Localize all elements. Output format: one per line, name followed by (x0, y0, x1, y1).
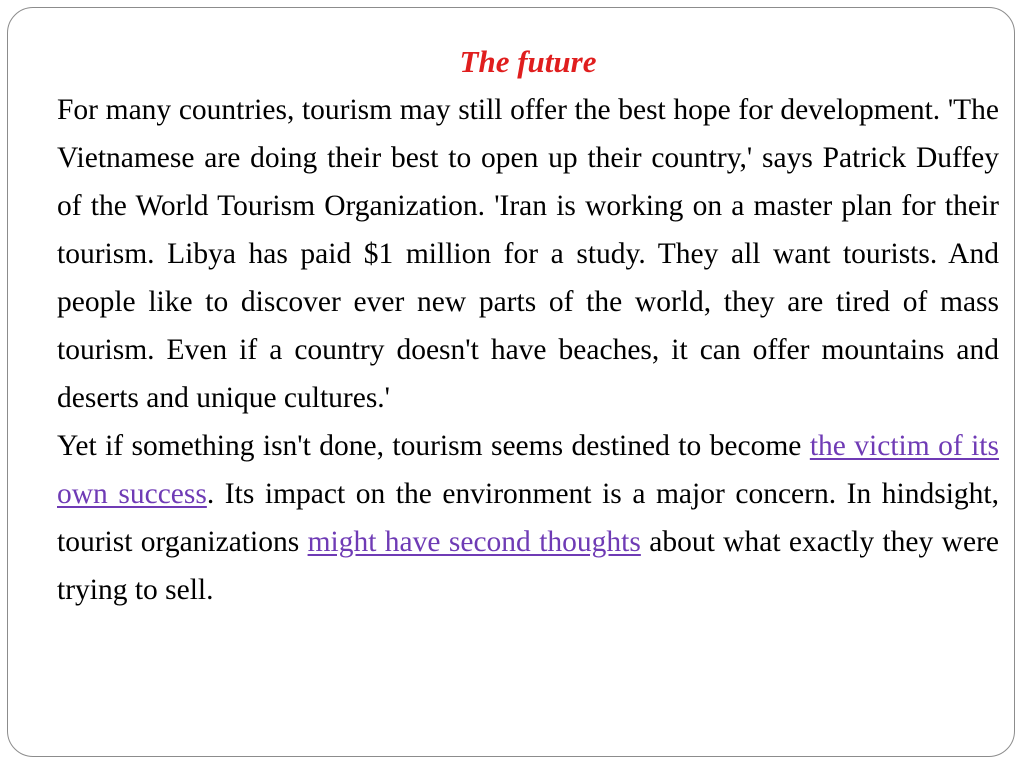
paragraph-development: For many countries, tourism may still offer the best hope for development. 'The Vietnamese are doing their best to open up their country,' says Patrick Duffey of the World Tourism Organization. 'Iran is working on a master plan for their tourism. Libya has paid $1 million for a study. They all want tourists. And people like to discover ever new parts of the world, they are tired of mass tourism. Even if a country doesn't have beaches, it can offer mountains and deserts and unique cultures.' (57, 94, 999, 414)
paragraph-text-part3: about what exactly they were trying to sell. (57, 526, 999, 606)
slide-frame (7, 7, 1015, 757)
slide-content (57, 38, 999, 614)
slide-title: The future (459, 44, 597, 79)
link-victim-of-success[interactable]: the victim of its own success (57, 430, 999, 510)
link-second-thoughts[interactable]: might have second thoughts (307, 526, 641, 558)
paragraph-text-part1: Yet if something isn't done, tourism seems destined to become (57, 430, 810, 462)
paragraph-conclusion (57, 422, 999, 614)
paragraph-text-part2: . Its impact on the environment is a major concern. In hindsight, tourist organizations (57, 478, 999, 558)
